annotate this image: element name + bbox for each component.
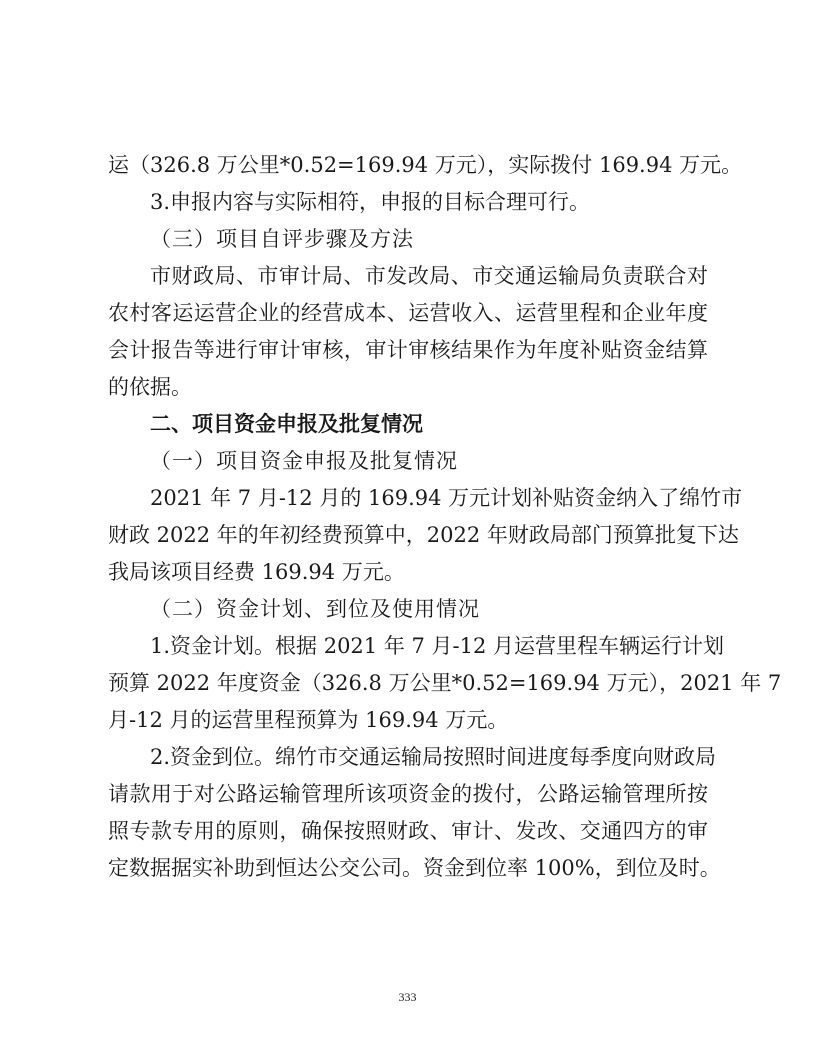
paragraph-line: 照专款专用的原则，确保按照财政、审计、发改、交通四方的审 [108,819,708,843]
page-number: 333 [398,990,417,1004]
paragraph-line: 农村客运运营企业的经营成本、运营收入、运营里程和企业年度 [108,301,708,325]
body-text [108,147,782,887]
subsection-heading: （一）项目资金申报及批复情况 [150,449,458,473]
section-heading: 二、项目资金申报及批复情况 [150,412,423,436]
paragraph-line: 2.资金到位。绵竹市交通运输局按照时间进度每季度向财政局 [150,745,717,769]
paragraph-line: 财政 2022 年的年初经费预算中，2022 年财政局部门预算批复下达 [108,523,739,547]
paragraph-line: 3.申报内容与实际相符，申报的目标合理可行。 [150,190,591,214]
paragraph-line: 市财政局、市审计局、市发改局、市交通运输局负责联合对 [150,264,708,288]
paragraph-line: 2021 年 7 月-12 月的 169.94 万元计划补贴资金纳入了绵竹市 [150,486,743,510]
subsection-heading: （二）资金计划、到位及使用情况 [150,597,480,621]
paragraph-line: 1.资金计划。根据 2021 年 7 月-12 月运营里程车辆运行计划 [150,634,725,658]
paragraph-line: 运（326.8 万公里*0.52=169.94 万元），实际拨付 169.94 万元。 [108,153,743,177]
paragraph-line: 我局该项目经费 169.94 万元。 [108,560,405,584]
paragraph-line: 会计报告等进行审计审核，审计审核结果作为年度补贴资金结算 [108,338,708,362]
paragraph-line: 定数据据实补助到恒达公交公司。资金到位率 100%，到位及时。 [108,856,721,880]
paragraph-line: 月-12 月的运营里程预算为 169.94 万元。 [108,708,509,732]
subsection-heading: （三）项目自评步骤及方法 [150,227,414,251]
paragraph-line: 预算 2022 年度资金（326.8 万公里*0.52=169.94 万元），2021 年 7 [108,671,782,695]
paragraph-line: 请款用于对公路运输管理所该项资金的拨付，公路运输管理所按 [108,782,708,806]
paragraph-line: 的依据。 [108,375,192,399]
